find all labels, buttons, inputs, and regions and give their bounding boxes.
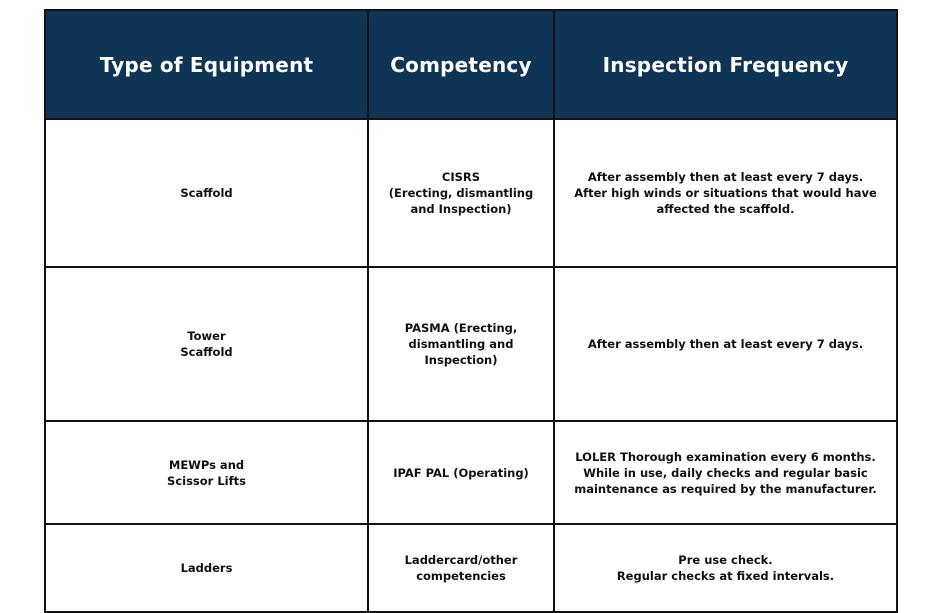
table-row: [45, 524, 897, 612]
cell-frequency: After assembly then at least every 7 days.: [554, 267, 897, 421]
equipment-inspection-table: [44, 9, 898, 613]
cell-competency: IPAF PAL (Operating): [368, 421, 554, 524]
table-row: [45, 267, 897, 421]
cell-competency: Laddercard/other competencies: [368, 524, 554, 612]
table-header: [45, 10, 897, 119]
table-row: [45, 421, 897, 524]
cell-equipment: Ladders: [45, 524, 368, 612]
cell-frequency: LOLER Thorough examination every 6 months. While in use, daily checks and regular basic maintenance as required by the manufacturer.: [554, 421, 897, 524]
header-type-of-equipment: Type of Equipment: [45, 10, 368, 119]
cell-equipment: Scaffold: [45, 119, 368, 267]
table-row: [45, 119, 897, 267]
cell-equipment: Tower Scaffold: [45, 267, 368, 421]
header-inspection-frequency: Inspection Frequency: [554, 10, 897, 119]
cell-frequency: After assembly then at least every 7 days. After high winds or situations that would have affected the scaffold.: [554, 119, 897, 267]
cell-competency: PASMA (Erecting, dismantling and Inspection): [368, 267, 554, 421]
table-body: [45, 119, 897, 612]
header-competency: Competency: [368, 10, 554, 119]
cell-equipment: MEWPs and Scissor Lifts: [45, 421, 368, 524]
header-row: [45, 10, 897, 119]
cell-frequency: Pre use check. Regular checks at fixed intervals.: [554, 524, 897, 612]
cell-competency: CISRS (Erecting, dismantling and Inspection): [368, 119, 554, 267]
